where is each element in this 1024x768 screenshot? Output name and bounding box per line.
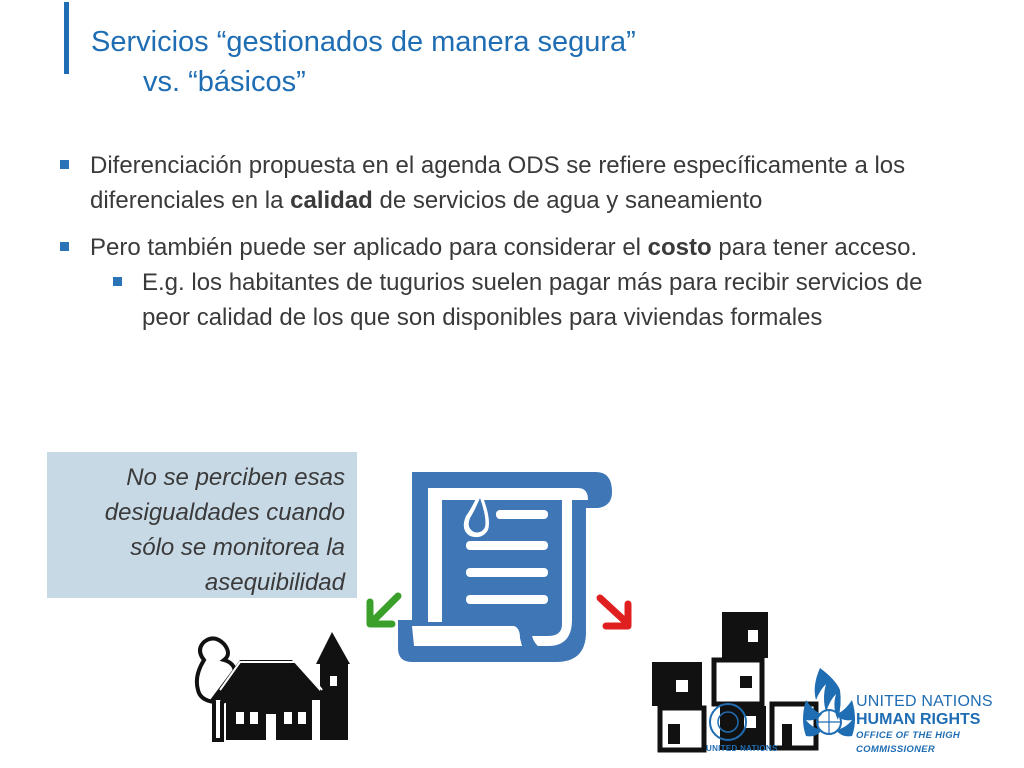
- title-line-1: Servicios “gestionados de manera segura”: [91, 26, 636, 58]
- bullet-bold: calidad: [290, 187, 373, 214]
- bullet-bold: costo: [647, 234, 712, 261]
- logo-line-2: HUMAN RIGHTS: [856, 711, 981, 728]
- note-text: No se perciben esas desigualdades cuando sólo se monitorea la asequibilidad: [104, 464, 345, 596]
- green-arrow-icon: [370, 596, 398, 624]
- title-line-2: vs. “básicos”: [143, 66, 306, 98]
- bullet-text: de servicios de agua y saneamiento: [372, 187, 763, 214]
- emblem-caption: UNITED NATIONS: [706, 744, 778, 753]
- logo-line-3: OFFICE OF THE HIGH COMMISSIONER: [856, 730, 961, 755]
- water-document-scroll-icon: [398, 472, 612, 662]
- formal-house-icon: [197, 632, 350, 740]
- red-arrow-icon: [600, 598, 628, 626]
- bullet-text: Pero también puede ser aplicado para considerar el: [90, 234, 648, 261]
- slum-dwellings-icon: [652, 612, 816, 750]
- logo-line-1: UNITED NATIONS: [856, 693, 993, 710]
- bullet-text: para tener acceso.: [711, 234, 918, 261]
- bullet-text: Diferenciación propuesta en el agenda ODS se refiere específicamente a los diferenciales en la: [90, 152, 906, 214]
- ohchr-logo: [856, 693, 1024, 757]
- sub-bullet-text: E.g. los habitantes de tugurios suelen pagar más para recibir servicios de peor calidad de los que son disponibles para viviendas formales: [142, 269, 923, 331]
